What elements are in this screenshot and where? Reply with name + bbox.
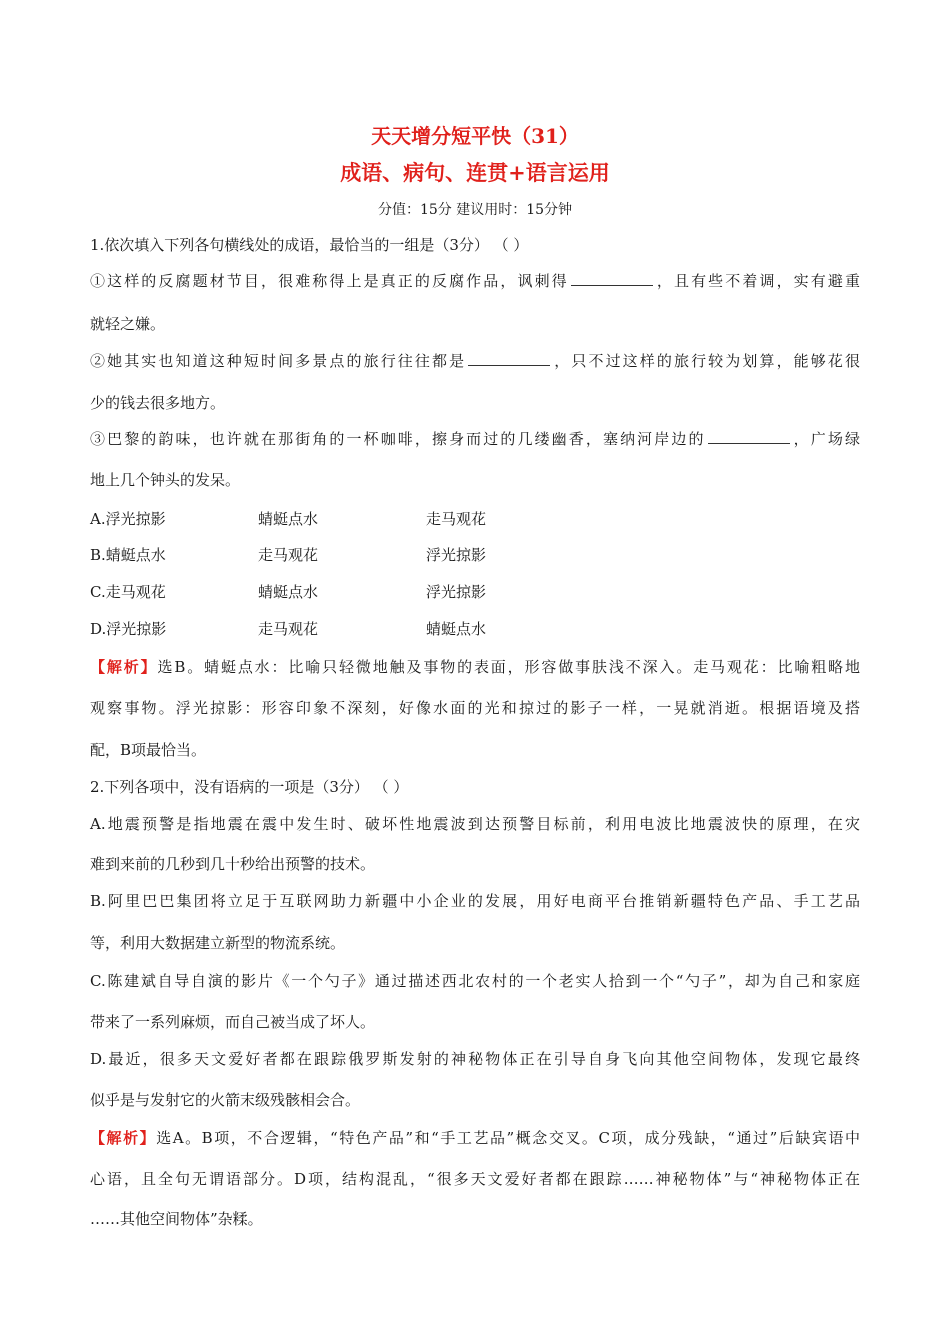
q1-s3-text-b: ，广场绿 xyxy=(791,430,860,448)
q1-stem: 1.依次填入下列各句横线处的成语，最恰当的一组是（3分） （ ） xyxy=(90,236,529,254)
q1-sentence-1 xyxy=(90,270,860,291)
q1-blank-3 xyxy=(708,430,790,444)
q1-s1-cont: 就轻之嫌。 xyxy=(90,315,166,333)
analysis-text: 选B。蜻蜓点水：比喻只轻微地触及事物的表面，形容做事肤浅不深入。走马观花：比喻粗略地 xyxy=(157,658,860,676)
q1-option-a xyxy=(90,508,486,529)
q2-option-a-line-1: A.地震预警是指地震在震中发生时、破坏性地震波到达预警目标前，利用电波比地震波快的原理，在灾 xyxy=(90,815,860,833)
q1-sentence-3 xyxy=(90,428,860,449)
q1-s2-text-b: ，只不过这样的旅行较为划算，能够花很 xyxy=(552,352,860,370)
q2-analysis-line-3: ……其他空间物体”杂糅。 xyxy=(90,1210,263,1228)
option-col-3: 走马观花 xyxy=(426,510,487,528)
option-col-3: 浮光掠影 xyxy=(426,583,487,601)
analysis-tag: 【解析】 xyxy=(90,1129,157,1147)
option-col-3: 浮光掠影 xyxy=(426,546,487,564)
analysis-text: 选A。B项，不合逻辑，“特色产品”和“手工艺品”概念交叉。C项，成分残缺，“通过”后缺宾语中 xyxy=(156,1129,860,1147)
q1-s3-cont: 地上几个钟头的发呆。 xyxy=(90,471,241,489)
q2-option-b-line-1: B.阿里巴巴集团将立足于互联网助力新疆中小企业的发展，用好电商平台推销新疆特色产品、手工艺品 xyxy=(90,892,860,910)
q1-blank-2 xyxy=(468,352,550,366)
q2-stem: 2.下列各项中，没有语病的一项是（3分） （ ） xyxy=(90,778,409,796)
option-col-1: B.蜻蜓点水 xyxy=(90,546,166,564)
document-subtitle: 成语、病句、连贯+语言运用 xyxy=(340,160,610,185)
q1-blank-1 xyxy=(571,272,653,286)
q1-s1-text-b: ，且有些不着调，实有避重 xyxy=(654,272,860,290)
q1-s2-cont: 少的钱去很多地方。 xyxy=(90,394,226,412)
document-title: 天天增分短平快（31） xyxy=(371,124,579,148)
q1-sentence-2 xyxy=(90,350,860,371)
q1-option-c xyxy=(90,581,486,602)
q1-option-d xyxy=(90,618,486,639)
q1-analysis-line-3: 配，B项最恰当。 xyxy=(90,741,207,759)
option-col-1: A.浮光掠影 xyxy=(90,510,166,528)
q2-option-b-line-2: 等，利用大数据建立新型的物流系统。 xyxy=(90,934,346,952)
score-time-info: 分值：15分 建议用时：15分钟 xyxy=(377,202,573,218)
option-col-1: D.浮光掠影 xyxy=(90,620,167,638)
q1-analysis-line-2: 观察事物。浮光掠影：形容印象不深刻，好像水面的光和掠过的影子一样，一晃就消逝。根据语境及搭 xyxy=(90,699,860,717)
q2-option-a-line-2: 难到来前的几秒到几十秒给出预警的技术。 xyxy=(90,855,376,873)
analysis-tag: 【解析】 xyxy=(90,658,158,676)
q1-analysis-line-1 xyxy=(90,656,860,677)
q1-s2-text-a: ②她其实也知道这种短时间多景点的旅行往往都是 xyxy=(90,352,467,370)
q1-s1-text-a: ①这样的反腐题材节目，很难称得上是真正的反腐作品，讽刺得 xyxy=(90,272,569,290)
option-col-2: 蜻蜓点水 xyxy=(258,510,319,528)
option-col-2: 走马观花 xyxy=(258,620,319,638)
q2-option-c-line-1: C.陈建斌自导自演的影片《一个勺子》通过描述西北农村的一个老实人拾到一个“勺子”，却为自己和家庭 xyxy=(90,972,860,990)
option-col-3: 蜻蜓点水 xyxy=(426,620,487,638)
q2-analysis-line-2: 心语，且全句无谓语部分。D项，结构混乱，“很多天文爱好者都在跟踪……神秘物体”与“神秘物体正在 xyxy=(90,1170,860,1188)
option-col-2: 蜻蜓点水 xyxy=(258,583,319,601)
q1-option-b xyxy=(90,544,486,565)
option-col-1: C.走马观花 xyxy=(90,583,166,601)
q2-option-c-line-2: 带来了一系列麻烦，而自己被当成了坏人。 xyxy=(90,1013,376,1031)
option-col-2: 走马观花 xyxy=(258,546,319,564)
q2-analysis-line-1 xyxy=(90,1127,860,1148)
q1-s3-text-a: ③巴黎的韵味，也许就在那街角的一杯咖啡，擦身而过的几缕幽香，塞纳河岸边的 xyxy=(90,430,706,448)
q2-option-d-line-2: 似乎是与发射它的火箭末级残骸相会合。 xyxy=(90,1091,361,1109)
q2-option-d-line-1: D.最近，很多天文爱好者都在跟踪俄罗斯发射的神秘物体正在引导自身飞向其他空间物体，发现它最终 xyxy=(90,1050,860,1068)
